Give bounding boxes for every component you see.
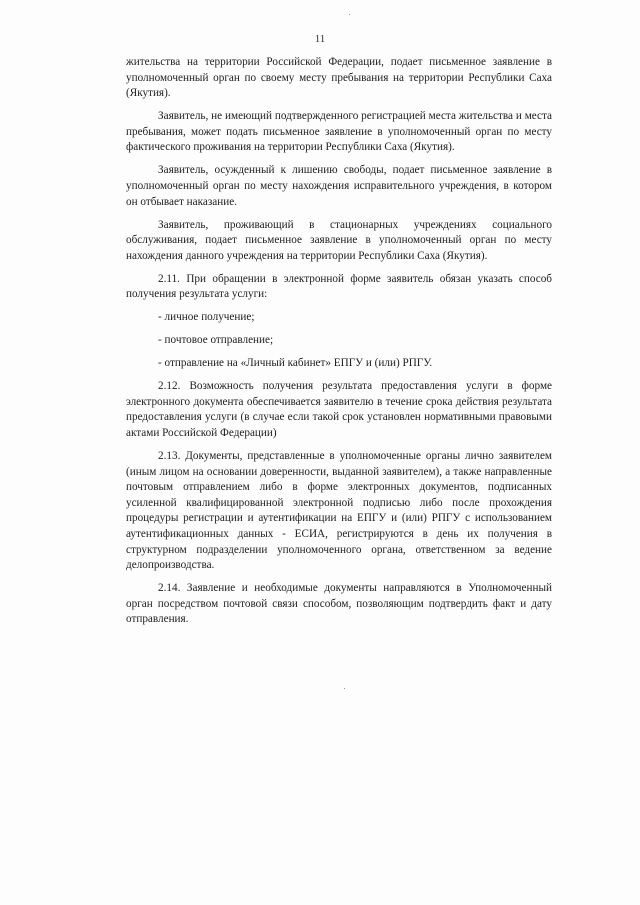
paragraph: Заявитель, осужденный к лишению свободы, подает письменное заявление в уполномоченный орган по месту нахождения исправительного учреждения, в котором он отбывает наказание. [126,164,552,208]
paragraph: Заявитель, не имеющий подтвержденного регистрацией места жительства и места пребывания, может подать письменное заявление в уполномоченный орган по месту фактического проживания на территории Республики Саха (Якутия). [126,110,552,154]
paragraph: жительства на территории Российской Федерации, подает письменное заявление в уполномоченный орган по своему месту пребывания на территории Республики Саха (Якутия). [126,56,552,100]
paragraph: 2.11. При обращении в электронной форме заявитель обязан указать способ получения результата услуги: [126,272,552,301]
list-item: - отправление на «Личный кабинет» ЕПГУ и (или) РПГУ. [158,357,433,370]
paragraph: 2.13. Документы, представленные в уполномоченные органы лично заявителем (иным лицом на основании доверенности, выданной заявителем), а также направленные почтовым отправлением либо в форме электронных документов, подписанных усиленной квалифицированной электронной подписью либо после прохождения процедуры регистрации и аутентификации на ЕПГУ и (или) РПГУ с использованием аутентификационных данных - ЕСИА, регистрируются в день их получения в структурном подразделении уполномоченного органа, ответственном за ведение делопроизводства. [126,449,552,572]
paragraph: Заявитель, проживающий в стационарных учреждениях социального обслуживания, подает письменное заявление в уполномоченный орган по месту нахождения данного учреждения на территории Республики Саха (Якутия). [126,218,552,262]
paragraph: 2.12. Возможность получения результата предоставления услуги в форме электронного документа обеспечивается заявителю в течение срока действия результата предоставления услуги (в случае если такой срок установлен нормативными правовыми актами Российской Федерации) [126,380,552,439]
scan-speck [349,14,350,15]
page-number: 11 [314,33,326,45]
list-item: - личное получение; [158,311,255,324]
document-body [126,55,552,635]
paragraph: 2.14. Заявление и необходимые документы направляются в Уполномоченный орган посредством почтовой связи способом, позволяющим подтвердить факт и дату отправления. [126,582,552,626]
list-item: - почтовое отправление; [158,334,274,347]
scan-speck [344,688,345,689]
